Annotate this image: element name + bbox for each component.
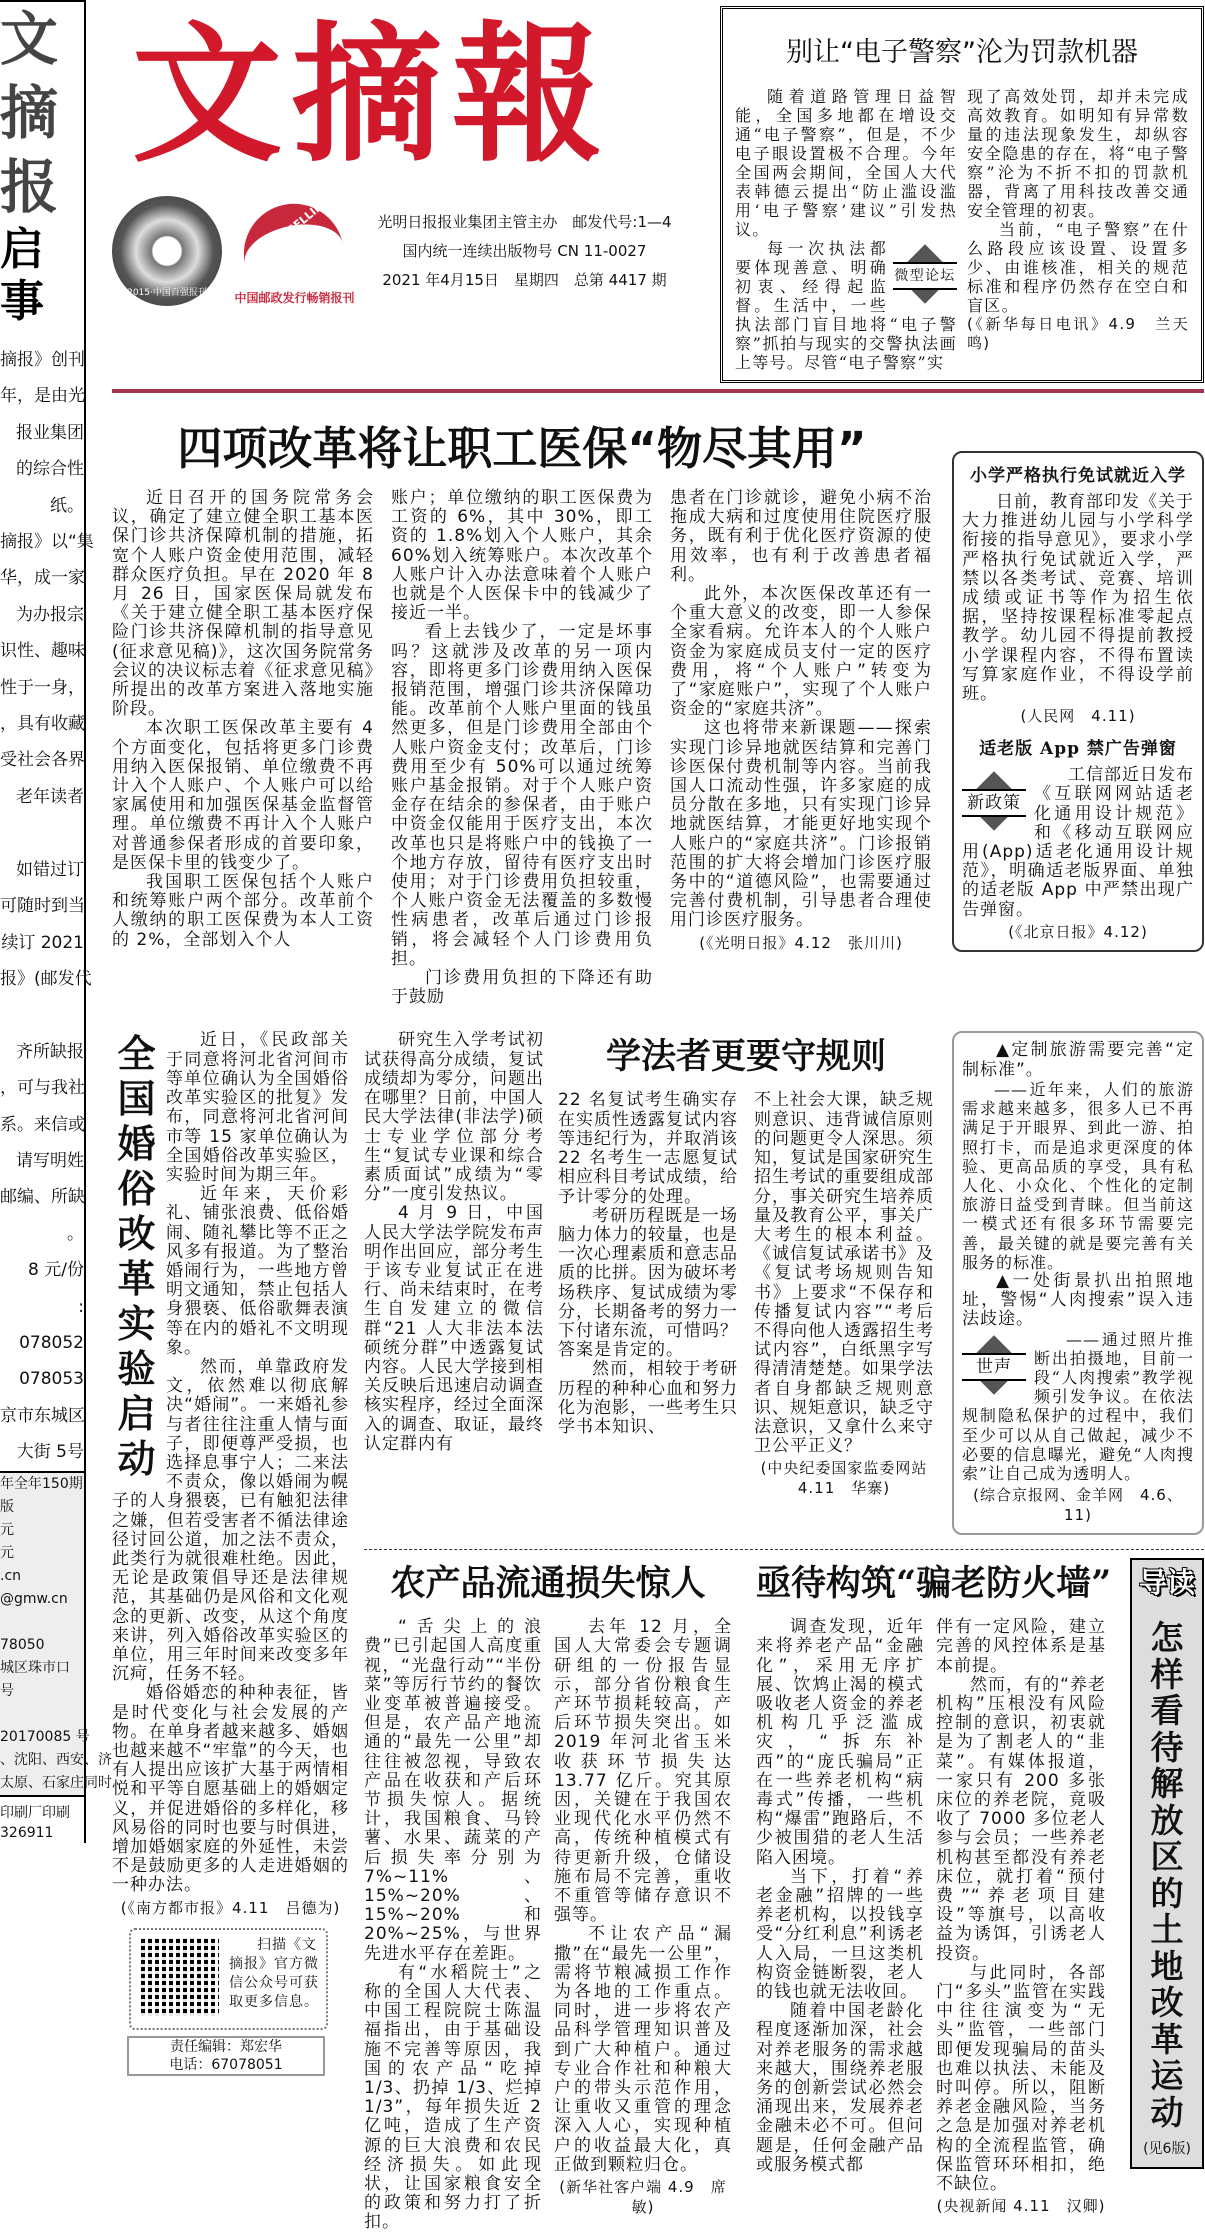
notice-line: 20170085 号 [0,1728,90,1745]
notice-line: 印刷厂印刷 [0,1804,70,1821]
headline-char: 样 [1150,1654,1184,1694]
law-article [364,1031,934,1498]
headline-char: 革 [117,1256,157,1302]
notice-line [0,1703,84,1726]
voice-headline: ▲一处街景扒出拍照地址，警惕“人肉搜索”误入违法歧途。 [962,1270,1194,1330]
printer-info [0,1797,84,1843]
notice-text [0,334,94,1471]
notice-line: 78050 [0,1636,45,1653]
guide-box[interactable] [1130,1558,1204,2169]
elder-article-col-2: 伴有一定风险，建立完善的风控体系是基本前提。 然而，有的“养老机构”压根没有风险控制的意识，初衷就是为了割老人的“韭菜”。有媒体报道，一家只有 200 多张床位的养老院，竟吸收了 7000 多位老人参与会员；一些养老机构甚至都没有养老床位，就打着“预付费”“养老项目建设”等旗号，以高收益为诱饵，引诱老人投资。 与此同时，各部门“多头”监管在实践中往往演变为“无头”监管，一些部门即便发现骗局的苗头也难以执法、未能及时叫停。所以，阻断养老金融风险，当务之急是加强对养老机构的全流程监管，确保监管环环相扣，绝不缺位。 (央视新闻 4.11 汉卿) [936,1617,1106,2216]
notice-line: 报》(邮发代 [0,968,92,989]
wechat-qr-box [129,1928,328,2030]
main-article [112,423,932,1007]
main-article-col-1: 近日召开的国务院常务会议，确定了建立健全职工基本医保门诊共济保障机制的措施，拓宽个人账户资金使用范围，减轻群众医疗负担。早在 2020 年 8 月 26 日，国家医保局就发布《关于建立健全职工基本医疗保险门诊共济保障机制的指导意见(征求意见稿)》，这次国务院常务会议的决议标志着《征求意见稿》所提出的改革方案进入落地实施阶段。 本次职工医保改革主要有 4 个方面变化，包括将更多门诊费用纳入医保报销、单位缴费不再计入个人账户、个人账户可以给家属使用和加强医保基金监督管理。单位缴费不再计入个人账户对普通参保者形成的首要印象，是医保卡里的钱变少了。 我国职工医保包括个人账户和统筹账户两个部分。改革前个人缴纳的职工医保费为本人工资的 2%，全部划入个人 [112,488,374,950]
law-source: (中央纪委国家监委网站 4.11 华寨) [760,1459,928,1498]
marriage-article: 全 国 婚 俗 改 革 实 验 启 动 近日，《民政部关于同意将河北省河间市等单位确认为全国婚俗改革实验区的批复》发布，同意将河北省河间市等 15 家单位确认为全国婚俗改革实验区，实验时间为期三年。 近年来，天价彩礼、铺张浪费、低俗婚闹、随礼攀比等不正之风多有报道。为了整治婚闹行为，一些地方曾明文通知，禁止包括人身猥亵、低俗歌舞表演等在内的婚礼不文明现象。 然而，单靠政府发文，依然难以彻底解决“婚闹”。一来婚礼参与者往往注重人情与面子，即便尊严受损，也选择息事宁人；二来法不责众，像以婚闹为幌子的人身猥亵，已有触犯法律之嫌，但若受害者不循法律途径讨回公道，加之法不责众，此类行为就很难杜绝。因此，无论是政策倡导还是法律规范，其基础仍是风俗和文化观念的更新、改变，从这个角度来讲，列入婚俗改革实验区的单位，用三年时间来改变多年沉疴，任务不轻。 婚俗婚恋的种种表征，皆是时代变化与社会发展的产物。在单身者越来越多、婚姻也越来越不“牢靠”的今天，也有人提出应该扩大基于两情相悦和平等自愿基础上的婚姻定义，并促进婚俗的多样化，移风易俗的同时也要与时俱进，增加婚姻家庭的外延性，未尝不是鼓励更多的人走进婚姻的一种办法。 (《南方都市报》4.11 吕德为) [112,1030,349,1917]
marriage-headline [112,1031,162,1481]
guide-title [1132,1620,1202,2131]
headline-char: 俗 [117,1166,157,1212]
headline-char: 放 [1150,1800,1184,1840]
marriage-source: (《南方都市报》4.11 吕德为) [120,1898,341,1917]
notice-line: 的综合性 [16,459,84,480]
masthead-info [367,208,682,295]
notice-line: 号 [0,1682,14,1699]
headline-char: 待 [1150,1727,1184,1767]
forum-article [720,6,1204,383]
notice-line: 报业集团 [16,422,84,443]
forum-source: (《新华每日电讯》4.9 兰天鸣) [967,315,1189,352]
notice-title-char: 事 [0,276,44,327]
headline-char: 运 [1150,2056,1184,2096]
notice-title-char: 报 [0,153,59,221]
notice-line: 系。来信或 [0,1114,85,1135]
guide-label: 导读 [1138,1566,1195,1600]
elder-headline: 亟待构筑“骗老防火墙” [756,1563,1112,1605]
newspaper-logo: 文摘報 [132,7,613,183]
notice-line: 年全年150期 [0,1475,83,1492]
notice-line: 可随时到当 [0,896,85,917]
guide-page-ref: (见6版) [1143,2141,1191,2158]
notice-line: 京市东城区 [0,1405,85,1426]
headline-char: 改 [117,1211,157,1257]
main-article-source: (《光明日报》4.12 张川川) [699,933,903,952]
notice-line: 城区珠市口 [0,1659,70,1676]
farm-headline: 农产品流通损失惊人 [390,1563,706,1605]
headline-char: 地 [1150,1946,1184,1986]
law-article-col-3: 不上社会大课，缺乏规则意识、违背诚信原则的问题更令人深思。须知，复试是国家研究生招生考试的重要组成部分，事关研究生培养质量及教育公平，事关广大考生的根本利益。《诚信复试承诺书》及《复试考场规则告知书》上要求“不保存和传播复试内容”“考后不得向他人透露招生考试内容”，白纸黑字写得清清楚楚。如果学法者自身都缺乏规则意识、规矩意识，缺乏守法意识，又拿什么来守卫公平正义？ (中央纪委国家监委网站 4.11 华寨) [754,1090,934,1498]
voice-headline: ▲定制旅游需要完善“定制标准”。 [962,1040,1194,1080]
publisher-line: 光明日报报业集团主管主办 邮发代号:1—4 [377,212,672,231]
notice-line: 078053 [19,1369,84,1390]
farm-article-col-1: “舌尖上的浪费”已引起国人高度重视，“光盘行动”“半份菜”等厉行节约的餐饮业变革被普遍接受。但是，农产品产地流通的“最先一公里”却往往被忽视，导致农产品在收获和产后环节损失惊人。据统计，我国粮食、马铃薯、水果、蔬菜的产后损失率分别为 7%~11%、15%~20%、15%~20%和 20%~25%，与世界先进水平存在差距。 有“水稻院士”之称的全国人大代表、中国工程院院士陈温福指出，由于基础设施不完善等原因，我国的农产品“吃掉 1/3、扔掉 1/3、烂掉 1/3”，每年损失近 2 亿吨，造成了生产资源的巨大浪费和农民经济损失。如此现状，让国家粮食安全的政策和努力打了折扣。 [364,1617,542,2233]
forum-title: 别让“电子警察”沦为罚款机器 [786,37,1138,68]
main-headline: 四项改革将让职工医保“物尽其用” [177,422,867,475]
notice-line: 性于一身， [0,677,85,698]
headline-char: 改 [1150,1983,1184,2023]
qr-code-icon[interactable] [141,1938,219,2016]
notice-line: @gmw.cn [0,1590,68,1607]
notice-line: 邮编、所缺 [0,1187,85,1208]
notice-title-box [0,0,84,334]
world-voices-box: ▲定制旅游需要完善“定制标准”。 ——近年来，人们的旅游需求越来越多，很多人已不再满足于开眼界、到此一游、拍照打卡，而是追求更深度的体验、更高品质的享受，具有私人化、小众化、个性化的定制旅游日益受到青睐。但当前这一模式还有很多环节需要完善，最关键的就是要完善有关服务的标准。 ▲一处街景扒出拍照地址，警惕“人肉搜索”误入违法歧途。 世声 ——通过照片推断出拍摄地，目前一段“人肉搜索”教学视频引发争议。在依法规制隐私保护的过程中，我们至少可以从自己做起，减少不必要的信息曝光，避免“人肉搜索”让自己成为透明人。 (综合京报网、金羊网 4.6、11) [952,1031,1204,1535]
section-divider [364,1549,1204,1550]
notice-title-char: 摘 [0,79,59,147]
new-policy-badge-icon: 新政策 [962,770,1026,832]
main-article-col-3: 患者在门诊就诊，避免小病不治拖成大病和过度使用住院医疗服务，既有利于优化医疗资源的使用效率，也有利于改善患者福利。 此外，本次医保改革还有一个重大意义的改变，即一人参保全家看病。允许本人的个人账户资金为家庭成员支付一定的医疗费用，将“个人账户”转变为了“家庭账户”，实现了个人账户资金的“家庭共济”。 这也将带来新课题——探索实现门诊异地就医结算和完善门诊医保付费机制等内容。当前我国人口流动性强，许多家庭的成员分散在多地，只有实现门诊异地就医结算，才能更好地实现个人账户的“家庭共济”。门诊报销范围的扩大将会增加门诊医疗服务中的“道德风险”，也需要通过完善付费机制，引导患者合理使用门诊医疗服务。 (《光明日报》4.12 张川川) [670,488,932,952]
serial-number-line: 国内统一连续出版物号 CN 11-0027 [402,241,647,260]
notice-line: 8 元/份 [28,1260,84,1281]
best-selling-badge-icon: BEST SELLING 中国邮政发行畅销报刊 [234,193,355,305]
notice-line: 、沈阳、西安、济 [0,1751,112,1768]
notice-line: 年，是由光 [0,386,85,407]
elder-article [756,1558,1112,2216]
left-strip [0,0,112,1843]
headline-char: 全 [117,1031,157,1077]
headline-char: 动 [1150,2092,1184,2132]
notice-line: 大街 5号 [16,1442,84,1463]
notice-title-char: 文 [0,5,59,73]
elder-article-col-1: 调查发现，近年来将养老产品“金融化”，采用无序扩展、饮鸩止渴的模式吸收老人资金的养老机构几乎泛滥成灾，“拆东补西”的“庞氏骗局”正在一些养老机构“病毒式”传播，一些机构“爆雷”跑路后，不少被围猎的老人生活陷入困境。 当下，打着“养老金融”招牌的一些养老机构，以投钱享受“分红利息”利诱老人入局，一旦这类机构资金链断裂，老人的钱也就无法收回。 随着中国老龄化程度逐渐加深，社会对养老服务的需求越来越大，围绕养老服务的创新尝试必然会涌现出来，发展养老金融未必不可。但问题是，任何金融产品或服务模式都 [756,1617,924,2175]
headline-char: 解 [1150,1764,1184,1804]
notice-line: 齐所缺报 [16,1041,84,1062]
editor-phone: 电话：67078051 [169,2056,283,2073]
headline-char: 土 [1150,1910,1184,1950]
top-100-newspaper-badge-icon: 2015·中国百强报刊 [112,196,222,306]
brief-title: 适老版 App 禁广告弹窗 [979,739,1177,760]
notice-title-char: 启 [0,224,44,275]
notice-line: 续订 2021 [1,932,84,953]
notice-line: 摘报》以“集 [0,532,94,553]
notice-line: 。 [67,1223,84,1244]
law-article-col-1: 研究生入学考试初试获得高分成绩，复试成绩却为零分，问题出在哪里？日前，中国人民大学法律(非法学)硕士专业学位部分考生“复试专业课和综合素质面试”成绩为“零分”一度引发热议。 4 月 9 日，中国人民大学法学院发布声明作出回应，部分考生于该专业复试正在进行、尚未结束时，在考生自发建立的微信群“21 人大非法本法硕统分群”中透露复试内容。人民大学接到相关反映后迅速启动调查核实程序，经过全面深入的调查、取证，最终认定群内有 [364,1030,544,1454]
notice-line: 326911 [0,1824,54,1841]
editor-name: 责任编辑：郑宏华 [170,2038,282,2055]
issue-date-line: 2021 年4月15日 星期四 总第 4417 期 [382,270,667,289]
notice-line: 华，成一家 [0,568,85,589]
subscription-info-box [0,1471,112,1797]
notice-line: ，可与我社 [0,1078,85,1099]
headline-char: 启 [117,1391,157,1437]
headline-char: 国 [117,1076,157,1122]
forum-col-1: 随着道路管理日益智能，全国多地都在增设交通“电子警察”，但是，不少电子眼设置极不合理。今年全国两会期间，全国人大代表韩德云提出“防止滥设滥用‘电子警察’建议”引发热议。 微型论坛 每一次执法都要体现善意、明确初衷、经得起监督。生活中，一些执法部门盲目地将“电子警察”抓拍与现实的交警执法画上等号。尽管“电子警察”实 [735,87,957,372]
headline-char: 的 [1150,1873,1184,1913]
notice-line [0,815,84,851]
headline-char: 动 [117,1436,157,1482]
notice-line: 元 [0,1521,14,1538]
brief-title: 小学严格执行免试就近入学 [970,466,1186,486]
notice-line: 受社会各界 [0,750,85,771]
notice-line: ，具有收藏 [0,714,85,735]
forum-col-2: 现了高效处罚，却并未完成高效教育。如明知有异常数量的违法现象发生，却纵容安全隐患的存在，将“电子警察”沦为不折不扣的罚款机器，背离了用科技改善交通安全管理的初衷。 当前，“电子警察”在什么路段应该设置、设置多少、由谁核准，相关的规范标准和程序仍然存在空白和盲区。 (《新华每日电讯》4.9 兰天鸣) [967,87,1189,352]
headline-char: 看 [1150,1691,1184,1731]
notice-line: : [78,1296,84,1317]
editor-info [127,2036,325,2076]
masthead-divider [112,389,1204,393]
headline-char: 实 [117,1301,157,1347]
notice-line: 078052 [19,1332,84,1353]
notice-line: 太原、石家庄同时 [0,1774,112,1791]
headline-char: 验 [117,1346,157,1392]
farm-article [364,1558,732,2233]
notice-line: 摘报》创刊 [0,350,85,370]
notice-line: 版 [0,1498,14,1515]
main-article-col-2: 账户；单位缴纳的职工医保费为工资的 6%，其中 30%，即工资的 1.8%划入个人账户，其余 60%划入统筹账户。本次改革个人账户计入办法意味着个人账户也就是个人医保卡中的钱减少了接近一半。 看上去钱少了，一定是坏事吗？这就涉及改革的另一项内容，即将更多门诊费用纳入医保报销范围，增强门诊共济保障功能。改革前个人账户里面的钱虽然更多，但是门诊费用全部由个人账户资金支付；改革后，门诊费用至少有 50%可以通过统筹账户基金报销。对于个人账户资金存在结余的参保者，由于账户中资金仅能用于医疗支出，本次改革也只是将账户中的钱换了一个地方存放，留待有医疗支出时使用；对于门诊费用负担较重，个人账户资金无法覆盖的多数慢性病患者，改革后通过门诊报销，将会减轻个人门诊费用负担。 门诊费用负担的下降还有助于鼓励 [391,488,653,1008]
headline-char: 婚 [117,1121,157,1167]
law-headline: 学法者更要守规则 [605,1036,886,1078]
masthead [112,0,1204,383]
notice-line: 老年读者 [16,786,84,807]
notice-line: 如错过订 [16,859,84,880]
headline-char: 革 [1150,2019,1184,2059]
notice-line: 请写明姓 [16,1150,84,1171]
headline-char: 怎 [1150,1618,1184,1658]
notice-line: 纸。 [50,495,84,516]
notice-line: 识性、趣味 [0,641,85,662]
farm-article-col-2: 去年 12 月，全国人大常委会专题调研组的一份报告显示，部分省份粮食生产环节损耗较高，产后环节损失突出。如 2019 年河北省玉米收获环节损失达 13.77 亿斤。究其原因，关键在于我国农业现代化水平仍然不高，传统种植模式有待更新升级，仓储设施布局不完善，重收不重管等储存意识不强等。 不让农产品“漏撒”在“最先一公里”，需将节粮减损工作作为各地的工作重点。同时，进一步将农产品科学管理知识普及到广大种植户。通过专业合作社和种粮大户的带头示范作用，让重收又重管的理念深入人心，实现种植户的收益最大化，真正做到颗粒归仓。 (新华社客户端 4.9 席敏) [554,1617,732,2217]
notice-line: 为办报宗 [16,604,84,625]
news-brief-box: 小学严格执行免试就近入学 日前，教育部印发《关于大力推进幼儿园与小学科学衔接的指导意见》，要求小学严格执行免试就近入学，严禁以各类考试、竞赛、培训成绩或证书等作为招生依据，坚持按课程标准零起点教学。幼儿园不得提前教授小学课程内容，不得布置读写算家庭作业，不得设学前班。 (人民网 4.11) 适老版 App 禁广告弹窗 新政策 工信部近日发布《互联网网站适老化通用设计规范》和《移动互联网应用(App)适老化通用设计规范》，明确适老版界面、单独的适老版 App 中严禁出现广告弹窗。 (《北京日报》4.12) [952,451,1204,952]
notice-line: 元 [0,1544,14,1561]
forum-badge-icon: 微型论坛 [893,243,957,305]
law-article-col-2: 22 名复试考生确实存在实质性透露复试内容等违纪行为，并取消该 22 名考生一志愿复试相应科目考试成绩，给予计零分的处理。 考研历程既是一场脑力体力的较量，也是一次心理素质和意志品质的比拼。因为破坏考场秩序、复试成绩为零分，长期备考的努力一下付诸东流，可惜吗？答案是肯定的。 然而，相较于考研历程的种种心血和努力化为泡影，一些考生只学书本知识、 [558,1090,738,1437]
qr-caption: 扫描《文摘报》官方微信公众号可获取更多信息。 [229,1936,319,2010]
headline-char: 区 [1150,1837,1184,1877]
notice-line [0,997,84,1033]
world-voices-badge-icon: 世声 [962,1334,1026,1396]
notice-line: .cn [0,1567,22,1584]
notice-line [0,1611,84,1634]
